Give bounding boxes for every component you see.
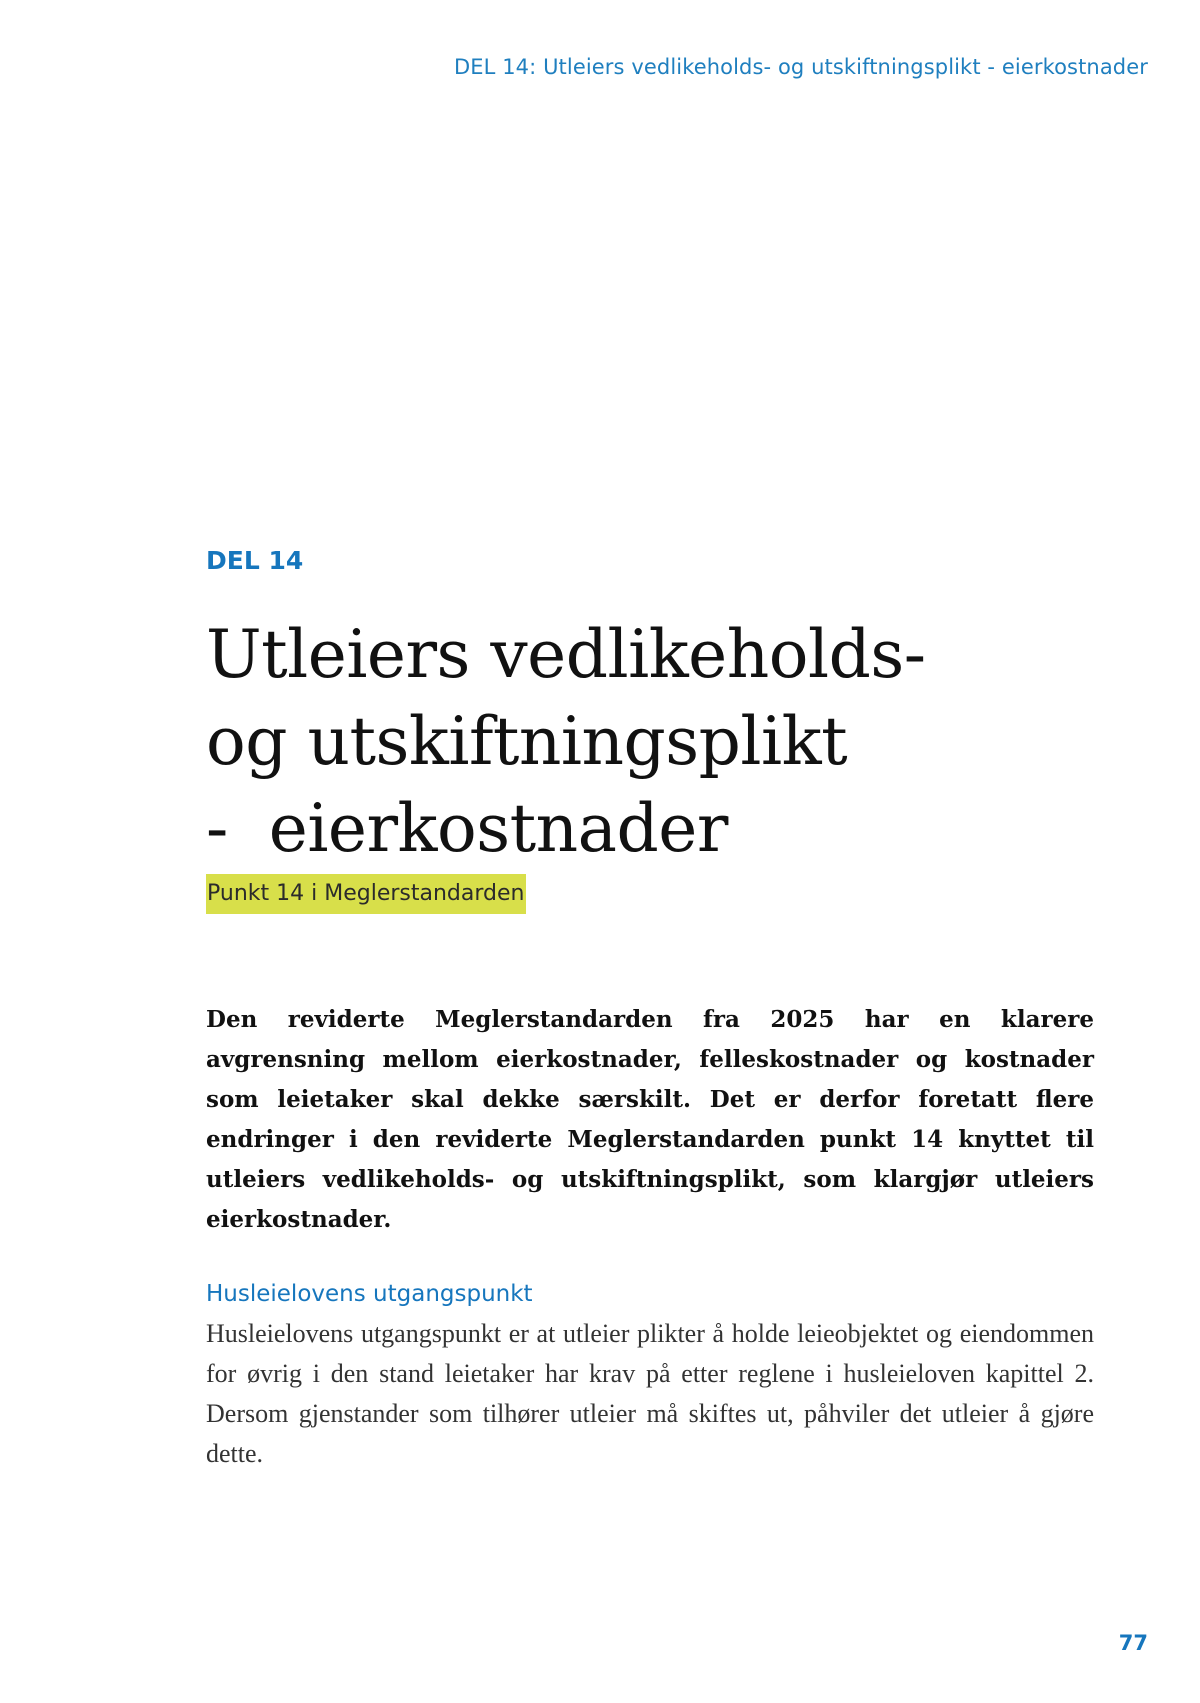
title-line-2: og utskiftningsplikt	[206, 703, 848, 780]
subtitle-wrapper	[206, 874, 1094, 914]
section-body: Husleielovens utgangspunkt er at utleier plikter å holde leieobjektet og eiendommen for øvrig i den stand leietaker har krav på etter reglene i husleieloven kapittel 2. Dersom gjenstander som tilhører utleier må skiftes ut, påhviler det utleier å gjøre dette.	[206, 1319, 1094, 1468]
page-content	[206, 545, 1094, 1474]
running-header: DEL 14: Utleiers vedlikeholds- og utskiftningsplikt - eierkostnader	[454, 55, 1148, 79]
part-label: DEL 14	[206, 546, 304, 575]
title-line-3: - eierkostnader	[206, 790, 728, 867]
page-number: 77	[1118, 1631, 1148, 1655]
section-heading: Husleielovens utgangspunkt	[206, 1281, 533, 1307]
intro-paragraph: Den reviderte Meglerstandarden fra 2025 har en klarere avgrensning mellom eierkostnader, felleskostnader og kostnader som leietaker skal dekke særskilt. Det er derfor foretatt flere endringer i den reviderte Meglerstandarden punkt 14 knyttet til utleiers vedlikeholds- og utskiftningsplikt, som klargjør utleiers eierkostnader.	[206, 1006, 1094, 1233]
subtitle-highlight: Punkt 14 i Meglerstandarden	[206, 874, 526, 914]
page-title	[206, 611, 1094, 872]
title-line-1: Utleiers vedlikeholds-	[206, 616, 926, 693]
